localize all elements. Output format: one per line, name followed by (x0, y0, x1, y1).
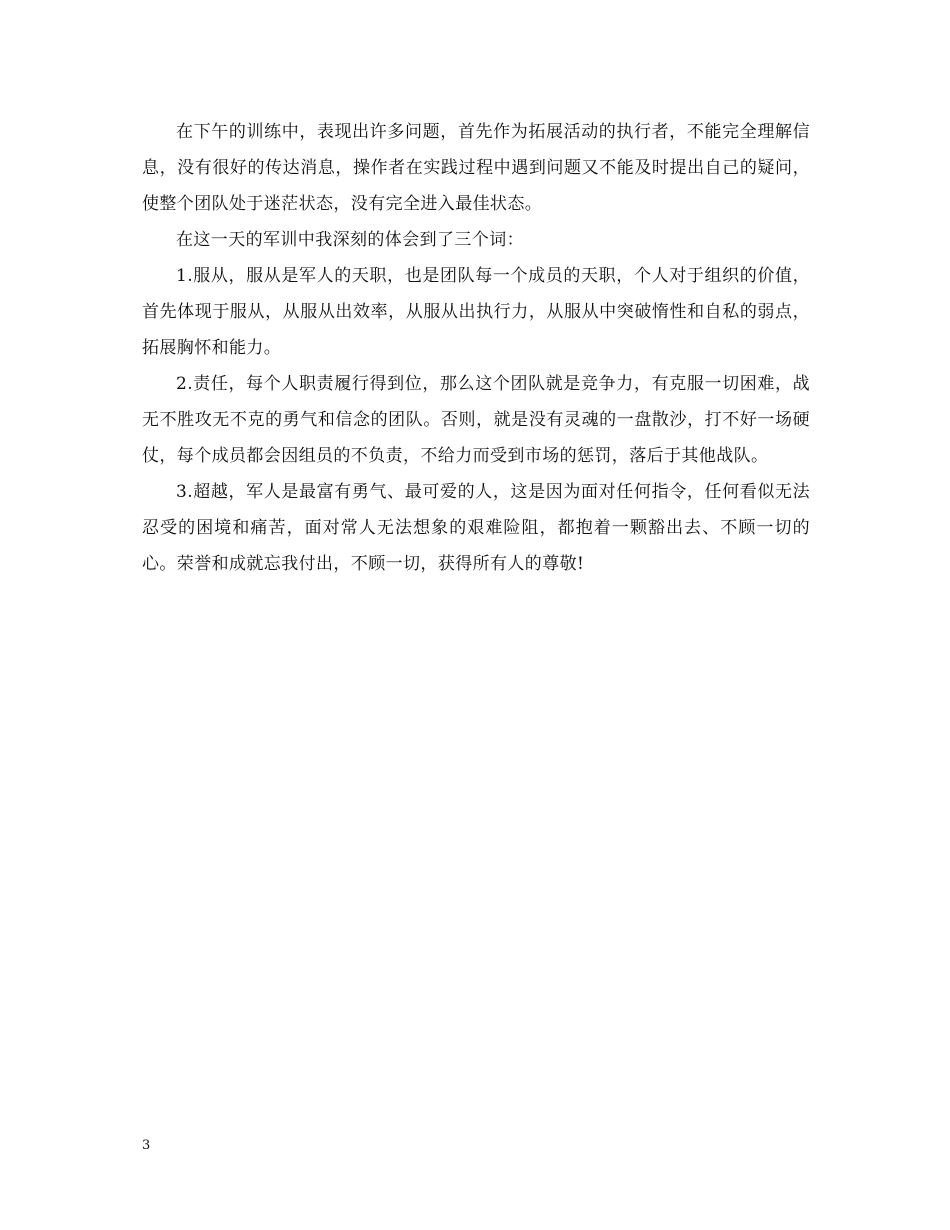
document-body (142, 114, 810, 582)
paragraph-responsibility: 2.责任，每个人职责履行得到位，那么这个团队就是竞争力，有克服一切困难，战无不胜攻无不克的勇气和信念的团队。否则，就是没有灵魂的一盘散沙，打不好一场硬仗，每个成员都会因组员的不负责，不给力而受到市场的惩罚，落后于其他战队。 (142, 374, 810, 466)
page-number: 3 (142, 1138, 151, 1153)
paragraph-obedience: 1.服从，服从是军人的天职，也是团队每一个成员的天职，个人对于组织的价值，首先体现于服从，从服从出效率，从服从出执行力，从服从中突破惰性和自私的弱点，拓展胸怀和能力。 (142, 266, 810, 358)
paragraph-afternoon-training: 在下午的训练中，表现出许多问题，首先作为拓展活动的执行者，不能完全理解信息，没有很好的传达消息，操作者在实践过程中遇到问题又不能及时提出自己的疑问，使整个团队处于迷茫状态，没有完全进入最佳状态。 (142, 122, 810, 214)
paragraph-transcendence: 3.超越，军人是最富有勇气、最可爱的人，这是因为面对任何指令，任何看似无法忍受的困境和痛苦，面对常人无法想象的艰难险阻，都抱着一颗豁出去、不顾一切的心。荣誉和成就忘我付出，不顾一切，获得所有人的尊敬! (142, 482, 810, 574)
paragraph-three-words-intro: 在这一天的军训中我深刻的体会到了三个词： (176, 230, 524, 250)
